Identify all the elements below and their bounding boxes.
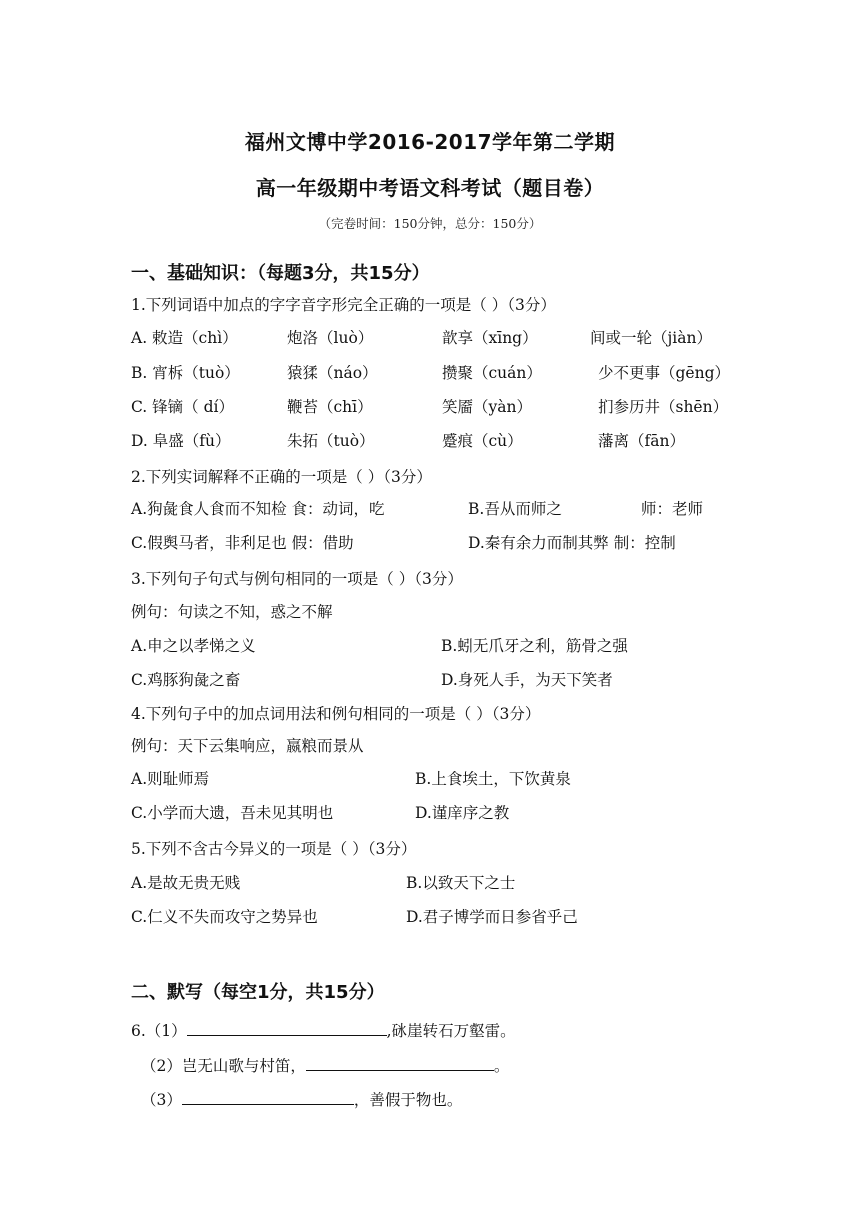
question-5-option-a: A.是故无贵无贱	[131, 874, 241, 892]
option-c-item-2: 鞭苔（chī）	[287, 398, 373, 416]
question-5-option-b: B.以致天下之士	[406, 874, 516, 892]
option-a-item-1: A. 敕造（chì）	[131, 329, 238, 347]
option-c-item-3: 笑靥（yàn）	[442, 398, 532, 416]
option-b-item-1: B. 宵柝（tuò）	[131, 364, 240, 382]
question-6-3-text: ，善假于物也。	[353, 1091, 463, 1109]
question-6-2-text: （2）岂无山歌与村笛，	[141, 1057, 306, 1075]
question-6-item-3	[141, 1088, 462, 1110]
question-2-option-d: D.秦有余力而制其弊 制：控制	[468, 534, 676, 552]
question-3-option-b: B.蚓无爪牙之利，筋骨之强	[441, 637, 628, 655]
question-6-3-number: （3）	[141, 1091, 182, 1109]
fill-blank-6-2[interactable]	[306, 1054, 494, 1071]
option-d-item-3: 蹙痕（cù）	[442, 432, 523, 450]
option-d-item-4: 藩离（fān）	[598, 432, 685, 450]
section-heading-basic-knowledge: 一、基础知识：（每题3分，共15分）	[131, 263, 430, 284]
question-4-option-c: C.小学而大遗，吾未见其明也	[131, 804, 334, 822]
fill-blank-6-1[interactable]	[187, 1019, 387, 1036]
option-b-item-2: 猿猱（náo）	[287, 364, 378, 382]
exam-info-subtitle: （完卷时间：150分钟，总分：150分）	[318, 216, 542, 231]
option-a-item-2: 炮洛（luò）	[287, 329, 374, 347]
question-6-item-2	[141, 1054, 509, 1076]
question-1-stem: 1.下列词语中加点的字字音字形完全正确的一项是（ ）（3分）	[131, 296, 556, 314]
question-6-number: 6.（1）	[131, 1022, 187, 1040]
option-a-item-4: 间或一轮（jiàn）	[590, 329, 712, 347]
section-heading-dictation: 二、默写（每空1分，共15分）	[131, 982, 385, 1003]
question-5-option-d: D.君子博学而日参省乎己	[406, 908, 578, 926]
question-4-example: 例句：天下云集响应，嬴粮而景从	[131, 737, 364, 755]
question-5-stem: 5.下列不含古今异义的一项是（ ）（3分）	[131, 840, 417, 858]
question-2-stem: 2.下列实词解释不正确的一项是（ ）（3分）	[131, 468, 432, 486]
fill-blank-6-3[interactable]	[182, 1088, 354, 1105]
question-4-option-a: A.则耻师焉	[131, 770, 210, 788]
question-3-example: 例句：句读之不知，惑之不解	[131, 603, 333, 621]
question-3-option-c: C.鸡豚狗彘之畜	[131, 671, 241, 689]
page-title-line2: 高一年级期中考语文科考试（题目卷）	[255, 176, 605, 200]
question-3-option-a: A.申之以孝悌之义	[131, 637, 256, 655]
question-6-2-end: 。	[493, 1057, 510, 1075]
question-2-option-b: B.吾从而师之	[468, 500, 562, 518]
option-b-item-3: 攒聚（cuán）	[442, 364, 542, 382]
question-3-option-d: D.身死人手，为天下笑者	[441, 671, 613, 689]
page-title-line1: 福州文博中学2016-2017学年第二学期	[244, 130, 616, 154]
question-6-item-1	[131, 1019, 516, 1041]
question-2-option-b-note: 师：老师	[641, 500, 704, 518]
question-3-stem: 3.下列句子句式与例句相同的一项是（ ）（3分）	[131, 570, 463, 588]
question-4-option-b: B.上食埃土，下饮黄泉	[415, 770, 571, 788]
question-2-option-a: A.狗彘食人食而不知检 食：动词，吃	[131, 500, 385, 518]
question-6-1-text: ,砯崖转石万壑雷。	[386, 1022, 516, 1040]
option-c-item-1: C. 锋镝（ dí）	[131, 398, 234, 416]
option-c-item-4: 扪参历井（shēn）	[598, 398, 729, 416]
question-2-option-c: C.假舆马者，非利足也 假：借助	[131, 534, 354, 552]
question-4-stem: 4.下列句子中的加点词用法和例句相同的一项是（ ）（3分）	[131, 705, 541, 723]
question-4-option-d: D.谨庠序之教	[415, 804, 510, 822]
option-d-item-2: 朱拓（tuò）	[287, 432, 375, 450]
option-d-item-1: D. 阜盛（fù）	[131, 432, 231, 450]
option-b-item-4: 少不更事（gēng）	[598, 364, 731, 382]
option-a-item-3: 歆享（xīng）	[442, 329, 538, 347]
question-5-option-c: C.仁义不失而攻守之势异也	[131, 908, 318, 926]
